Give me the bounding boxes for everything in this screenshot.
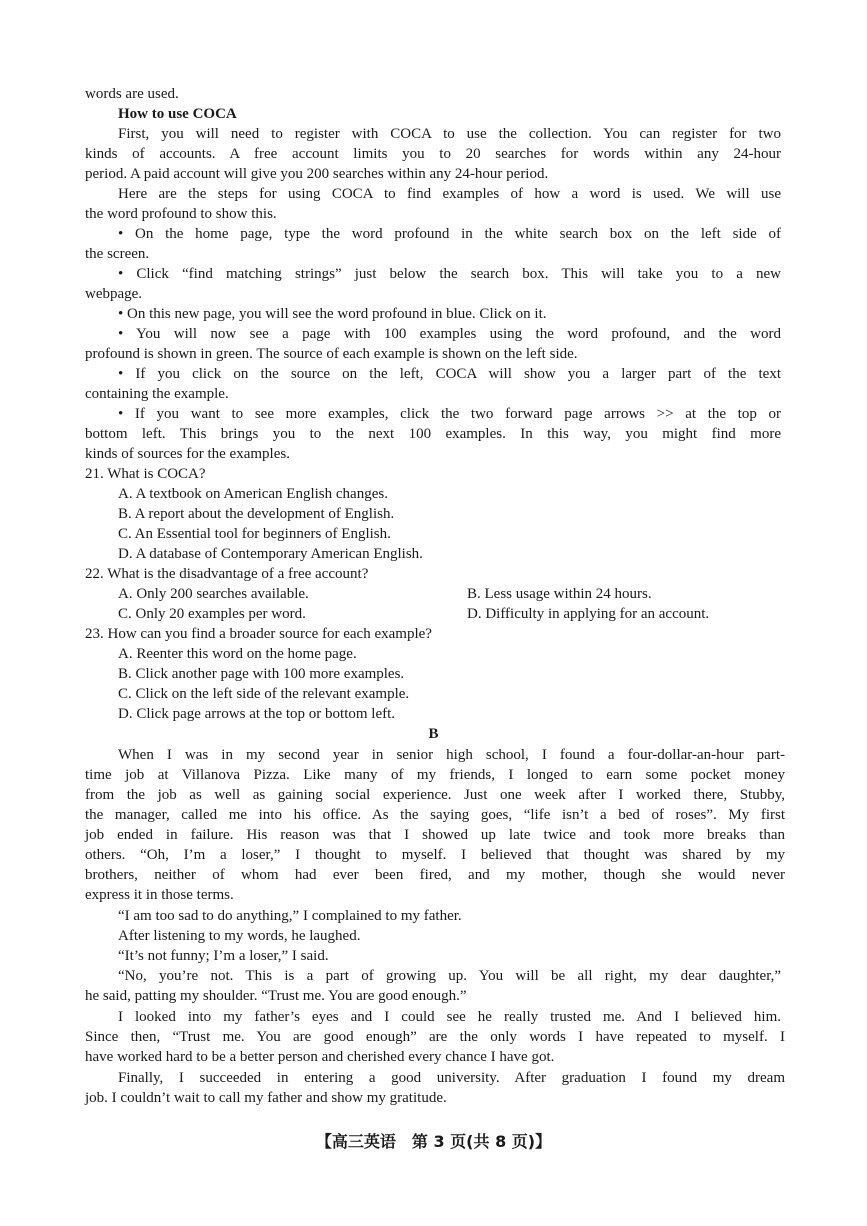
passage-b-line: job. I couldn’t wait to call my father and show my gratitude.: [85, 1090, 447, 1106]
answer-option[interactable]: A. Reenter this word on the home page.: [118, 646, 357, 662]
passage-b-line: “No, you’re not. This is a part of growing up. You will be all right, my dear daughter,”: [118, 968, 781, 984]
passage-b-line: express it in those terms.: [85, 887, 234, 903]
section-heading: B: [428, 726, 439, 742]
passage-b-line: Finally, I succeeded in entering a good university. After graduation I found my dream: [118, 1070, 785, 1086]
passage-a-line: the screen.: [85, 246, 150, 262]
passage-a-line: kinds of accounts. A free account limits you to 20 searches for words within any 24-hour: [85, 146, 781, 162]
passage-a-line: • On the home page, type the word profound in the white search box on the left side of: [118, 226, 781, 242]
passage-b-line: he said, patting my shoulder. “Trust me. You are good enough.”: [85, 988, 467, 1004]
passage-b-line: brothers, neither of whom had ever been fired, and my mother, though she would never: [85, 867, 785, 883]
passage-a-line: • You will now see a page with 100 examples using the word profound, and the word: [118, 326, 781, 342]
passage-b-line: Since then, “Trust me. You are good enough” are the only words I have repeated to myself. I: [85, 1029, 785, 1045]
passage-a-line: First, you will need to register with COCA to use the collection. You can register for two: [118, 126, 781, 142]
answer-option[interactable]: D. Difficulty in applying for an account.: [467, 606, 710, 622]
passage-a-line: words are used.: [85, 86, 179, 102]
question-stem: 21. What is COCA?: [85, 466, 206, 482]
question-stem: 23. How can you find a broader source for each example?: [85, 626, 432, 642]
passage-b-line: When I was in my second year in senior high school, I found a four-dollar-an-hour part-: [118, 747, 785, 763]
page-footer: 【高三英语 第 3 页(共 8 页)】: [315, 1132, 552, 1151]
answer-option[interactable]: B. Click another page with 100 more examples.: [118, 666, 405, 682]
answer-option[interactable]: C. Click on the left side of the relevant example.: [118, 686, 410, 702]
answer-option[interactable]: C. An Essential tool for beginners of English.: [118, 526, 391, 542]
passage-b-line: I looked into my father’s eyes and I could see he really trusted me. And I believed him.: [118, 1009, 781, 1025]
passage-a-line: Here are the steps for using COCA to find examples of how a word is used. We will use: [118, 186, 781, 202]
passage-a-line: webpage.: [85, 286, 143, 302]
answer-option[interactable]: C. Only 20 examples per word.: [118, 606, 306, 622]
question-stem: 22. What is the disadvantage of a free account?: [85, 566, 369, 582]
passage-b-line: time job at Villanova Pizza. Like many of my friends, I longed to earn some pocket money: [85, 767, 785, 783]
passage-a-line: profound is shown in green. The source of each example is shown on the left side.: [85, 346, 578, 362]
answer-option[interactable]: D. A database of Contemporary American English.: [118, 546, 423, 562]
passage-b-line: After listening to my words, he laughed.: [118, 928, 361, 944]
passage-b-line: “It’s not funny; I’m a loser,” I said.: [118, 948, 329, 964]
section-heading: How to use COCA: [118, 106, 237, 122]
passage-b-line: from the job as well as gaining social experience. Just one week after I worked there, Stubby,: [85, 787, 785, 803]
answer-option[interactable]: D. Click page arrows at the top or bottom left.: [118, 706, 396, 722]
answer-option[interactable]: A. Only 200 searches available.: [118, 586, 309, 602]
passage-a-line: bottom left. This brings you to the next 100 examples. In this way, you might find more: [85, 426, 781, 442]
passage-a-line: • If you click on the source on the left, COCA will show you a larger part of the text: [118, 366, 781, 382]
answer-option[interactable]: A. A textbook on American English changes.: [118, 486, 388, 502]
passage-b-line: job ended in failure. His reason was that I showed up late twice and took more breaks than: [85, 827, 785, 843]
passage-a-line: • On this new page, you will see the word profound in blue. Click on it.: [118, 306, 547, 322]
passage-b-line: “I am too sad to do anything,” I complained to my father.: [118, 908, 462, 924]
answer-option[interactable]: B. A report about the development of English.: [118, 506, 395, 522]
passage-b-line: the manager, called me into his office. As the saying goes, “life isn’t a bed of roses”. My first: [85, 807, 785, 823]
passage-a-line: • Click “find matching strings” just below the search box. This will take you to a new: [118, 266, 781, 282]
answer-option[interactable]: B. Less usage within 24 hours.: [467, 586, 652, 602]
passage-a-line: kinds of sources for the examples.: [85, 446, 290, 462]
passage-a-line: period. A paid account will give you 200 searches within any 24-hour period.: [85, 166, 549, 182]
passage-b-line: others. “Oh, I’m a loser,” I thought to myself. I believed that thought was shared by my: [85, 847, 785, 863]
passage-a-line: • If you want to see more examples, click the two forward page arrows >> at the top or: [118, 406, 781, 422]
passage-b-line: have worked hard to be a better person and cherished every chance I have got.: [85, 1049, 555, 1065]
passage-a-line: the word profound to show this.: [85, 206, 277, 222]
passage-a-line: containing the example.: [85, 386, 229, 402]
